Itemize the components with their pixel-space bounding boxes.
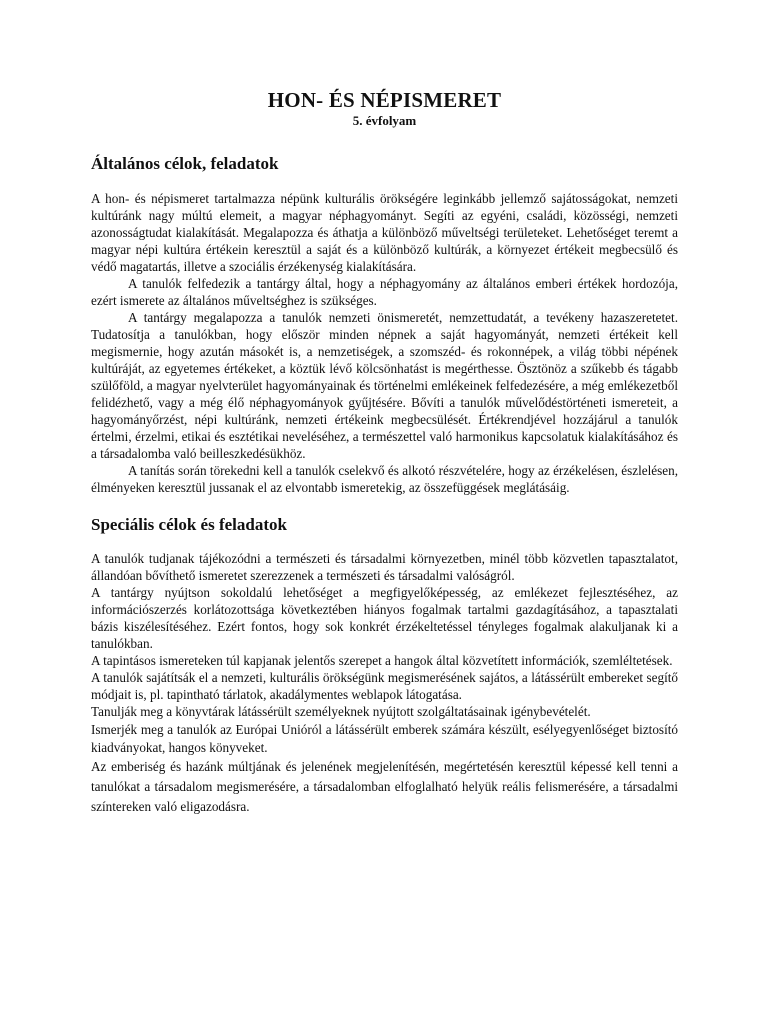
document-title: HON- ÉS NÉPISMERET xyxy=(267,88,502,112)
paragraph: A tanulók sajátítsák el a nemzeti, kulturális örökségünk megismerésének sajátos, a látássérült embereket segítő módjait is, pl. tapintható tárlatok, akadálymentes weblapok látogatása. xyxy=(91,670,678,702)
paragraph: Az emberiség és hazánk múltjának és jelenének megjelenítésén, megértetésén keresztül képessé kell tenni a tanulókat a társadalom megismerésére, a társadalomban elfoglalható helyük reális felismerésére, a társadalmi színtereken való eligazodásra. xyxy=(91,759,678,814)
paragraph: A tanulók felfedezik a tantárgy által, hogy a néphagyomány az általános emberi értékek hordozója, ezért ismerete az általános műveltséghez is szükséges. xyxy=(91,276,678,308)
section-body-general xyxy=(91,190,678,496)
paragraph: Ismerjék meg a tanulók az Európai Unióról a látássérült emberek számára készült, esélyegyenlőséget biztosító kiadványokat, hangos könyveket. xyxy=(91,722,678,755)
paragraph: A tanítás során törekedni kell a tanulók cselekvő és alkotó részvételére, hogy az érzékelésen, észlelésen, élményeken keresztül jussanak el az elvontabb ismeretekig, az összefüggések meglátásáig. xyxy=(91,463,678,495)
section-heading-general: Általános célok, feladatok xyxy=(91,154,279,173)
document-subtitle: 5. évfolyam xyxy=(352,113,417,128)
paragraph: A tanulók tudjanak tájékozódni a természeti és társadalmi környezetben, minél több közvetlen tapasztalatot, állandóan bővíthető ismeretet szerezzenek a természeti és társadalmi valóságról. xyxy=(91,551,678,583)
paragraph: Tanulják meg a könyvtárak látássérült személyeknek nyújtott szolgáltatásainak igénybevételét. xyxy=(91,704,591,719)
paragraph: A tapintásos ismereteken túl kapjanak jelentős szerepet a hangok által közvetített információk, szemléltetések. xyxy=(91,653,673,668)
paragraph: A tantárgy megalapozza a tanulók nemzeti önismeretét, nemzettudatát, a tevékeny hazaszeretetet. Tudatosítja a tanulókban, hogy először minden népnek a saját hagyományát, nemzeti értékeit kell megismernie, hogy azután másokét is, a nemzetiségek, a szomszéd- és rokonnépek, a világ többi népének kultúráját, az egyetemes értékeket, a köztük lévő kölcsönhatást is megérthesse. Ösztönöz a szűkebb és tágabb szülőföld, a magyar nyelvterület hagyományainak és történelmi emlékeinek felfedezésére, a még emlékezetből felidézhető, vagy a még élő néphagyományok gyűjtésére. Bővíti a tanulók művelődéstörténeti ismereteit, a hagyományőrzést, népi kultúránk, nemzeti értékeink megbecsülését. Értékrendjével hozzájárul a tanulók értelmi, érzelmi, etikai és esztétikai neveléséhez, a természettel való harmonikus kapcsolatuk kialakításához és a társadalomba való beilleszkedésükhöz. xyxy=(91,310,678,461)
section-body-special xyxy=(91,550,678,817)
paragraph: A tantárgy nyújtson sokoldalú lehetőséget a megfigyelőképesség, az emlékezet fejlesztéséhez, az információszerzés korlátozottsága következtében hiányos fogalmak tartalmi gazdagításához, a tapasztalati bázis kiszélesítéséhez. Ezért fontos, hogy sok konkrét érzékeltetéssel tényleges fogalmak alakuljanak ki a tanulókban. xyxy=(91,585,678,651)
paragraph: A hon- és népismeret tartalmazza népünk kulturális örökségére leginkább jellemző sajátosságokat, nemzeti kultúránk nagy múltú elemeit, a magyar néphagyományt. Segíti az egyéni, családi, közösségi, nemzeti azonosságtudat kialakítását. Megalapozza és áthatja a különböző műveltségi területeket. Lehetőséget teremt a magyar népi kultúra értékein keresztül a saját és a különböző kultúrák, a környezet értékeit megbecsülő és védő magatartás, illetve a szociális érzékenység kialakítására. xyxy=(91,191,678,274)
section-heading-special: Speciális célok és feladatok xyxy=(91,515,287,534)
